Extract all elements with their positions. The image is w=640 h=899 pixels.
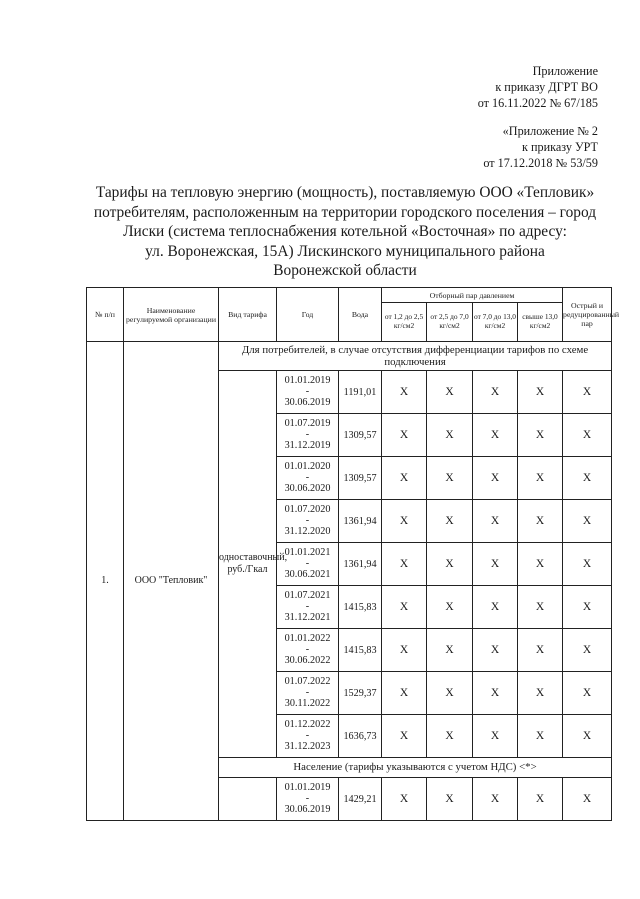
appendix-block-1	[478, 63, 598, 111]
period-to: 31.12.2020	[284, 526, 331, 537]
group-consumers	[87, 342, 612, 371]
appendix-1-line-3: от 16.11.2022 № 67/185	[477, 96, 598, 110]
period-dash: -	[305, 793, 310, 804]
period-from: 01.12.2022	[284, 719, 331, 730]
not-applicable-mark: X	[518, 371, 563, 414]
period-dash: -	[305, 472, 310, 483]
not-applicable-mark: X	[427, 543, 473, 586]
period-from: 01.01.2021	[284, 547, 331, 558]
period-to: 31.12.2019	[284, 440, 331, 451]
period-to: 30.11.2022	[284, 698, 331, 709]
period-cell	[277, 543, 339, 586]
period-to: 30.06.2021	[284, 569, 331, 580]
period-cell	[277, 586, 339, 629]
period-dash: -	[305, 515, 310, 526]
title-line-5: Воронежской области	[273, 262, 417, 279]
title-line-4: ул. Воронежская, 15А) Лискинского муниципального района	[145, 242, 545, 260]
not-applicable-mark: X	[382, 672, 427, 715]
header-org: Наименование регулируемой организации	[124, 288, 219, 342]
period-cell	[277, 715, 339, 758]
period-to: 31.12.2023	[284, 741, 331, 752]
not-applicable-mark: X	[473, 586, 518, 629]
water-tariff: 1429,21	[339, 778, 382, 821]
period-cell	[277, 629, 339, 672]
appendix-2-line-1: «Приложение № 2	[502, 124, 598, 138]
not-applicable-mark: X	[382, 500, 427, 543]
not-applicable-mark: X	[427, 629, 473, 672]
not-applicable-mark: X	[382, 371, 427, 414]
water-tariff: 1529,37	[339, 672, 382, 715]
not-applicable-mark: X	[518, 586, 563, 629]
header-water: Вода	[339, 288, 382, 342]
not-applicable-mark: X	[427, 778, 473, 821]
header-year: Год	[277, 288, 339, 342]
not-applicable-mark: X	[382, 586, 427, 629]
organization-name: ООО "Тепловик"	[124, 342, 219, 821]
water-tariff: 1636,73	[339, 715, 382, 758]
group-population-label: Население (тарифы указываются с учетом НДС) <*>	[219, 758, 612, 778]
not-applicable-mark: X	[518, 778, 563, 821]
not-applicable-mark: X	[473, 629, 518, 672]
appendix-1-line-2: к приказу ДГРТ ВО	[495, 80, 598, 94]
period-from: 01.07.2019	[284, 418, 331, 429]
header-pressure-4: свыше 13,0 кг/см2	[518, 303, 563, 342]
header-pressure-1: от 1,2 до 2,5 кг/см2	[382, 303, 427, 342]
period-from: 01.07.2022	[284, 676, 331, 687]
period-dash: -	[305, 429, 310, 440]
not-applicable-mark: X	[473, 414, 518, 457]
appendix-block-2	[483, 123, 598, 171]
header-pressure-3: от 7,0 до 13,0 кг/см2	[473, 303, 518, 342]
period-to: 30.06.2019	[284, 804, 331, 815]
not-applicable-mark: X	[563, 778, 612, 821]
header-sharp-steam: Острый и редуцированный пар	[563, 288, 612, 342]
not-applicable-mark: X	[563, 500, 612, 543]
period-cell	[277, 457, 339, 500]
not-applicable-mark: X	[518, 715, 563, 758]
period-dash: -	[305, 558, 310, 569]
not-applicable-mark: X	[518, 672, 563, 715]
tariff-kind-empty	[219, 778, 277, 821]
not-applicable-mark: X	[473, 672, 518, 715]
title-line-1: Тарифы на тепловую энергию (мощность), поставляемую ООО «Тепловик»	[95, 184, 595, 201]
period-cell	[277, 414, 339, 457]
not-applicable-mark: X	[382, 414, 427, 457]
not-applicable-mark: X	[427, 457, 473, 500]
period-to: 31.12.2021	[284, 612, 331, 623]
not-applicable-mark: X	[427, 586, 473, 629]
not-applicable-mark: X	[382, 457, 427, 500]
period-dash: -	[305, 687, 310, 698]
not-applicable-mark: X	[563, 457, 612, 500]
period-from: 01.07.2021	[284, 590, 331, 601]
not-applicable-mark: X	[473, 500, 518, 543]
period-to: 30.06.2019	[284, 397, 331, 408]
water-tariff: 1361,94	[339, 500, 382, 543]
period-dash: -	[305, 730, 310, 741]
not-applicable-mark: X	[427, 715, 473, 758]
water-tariff: 1361,94	[339, 543, 382, 586]
water-tariff: 1309,57	[339, 414, 382, 457]
not-applicable-mark: X	[563, 672, 612, 715]
tariff-table	[86, 287, 620, 821]
not-applicable-mark: X	[563, 371, 612, 414]
period-cell	[277, 500, 339, 543]
not-applicable-mark: X	[563, 629, 612, 672]
period-from: 01.01.2019	[284, 375, 331, 386]
not-applicable-mark: X	[427, 414, 473, 457]
period-cell	[277, 672, 339, 715]
not-applicable-mark: X	[382, 629, 427, 672]
not-applicable-mark: X	[382, 543, 427, 586]
period-dash: -	[305, 601, 310, 612]
appendix-2-line-3: от 17.12.2018 № 53/59	[483, 156, 598, 170]
not-applicable-mark: X	[518, 629, 563, 672]
not-applicable-mark: X	[427, 371, 473, 414]
header-pressure-2: от 2,5 до 7,0 кг/см2	[427, 303, 473, 342]
period-dash: -	[305, 386, 310, 397]
group-consumers-label: Для потребителей, в случае отсутствия дифференциации тарифов по схеме подключения	[219, 342, 612, 371]
not-applicable-mark: X	[563, 586, 612, 629]
period-to: 30.06.2022	[284, 655, 331, 666]
not-applicable-mark: X	[473, 778, 518, 821]
title-line-3: Лиски (система теплоснабжения котельной «Восточная» по адресу:	[123, 223, 567, 240]
appendix-2-line-2: к приказу УРТ	[522, 140, 598, 154]
period-to: 30.06.2020	[284, 483, 331, 494]
not-applicable-mark: X	[382, 715, 427, 758]
period-cell	[277, 778, 339, 821]
appendix-1-line-1: Приложение	[532, 64, 598, 78]
header-num: № п/п	[87, 288, 124, 342]
period-dash: -	[305, 644, 310, 655]
not-applicable-mark: X	[473, 371, 518, 414]
not-applicable-mark: X	[473, 543, 518, 586]
water-tariff: 1309,57	[339, 457, 382, 500]
header-steam-group: Отборный пар давлением	[382, 288, 563, 303]
header-kind: Вид тарифа	[219, 288, 277, 342]
not-applicable-mark: X	[563, 543, 612, 586]
title-line-2: потребителям, расположенным на территории городского поселения – город	[93, 203, 597, 221]
not-applicable-mark: X	[427, 672, 473, 715]
not-applicable-mark: X	[382, 778, 427, 821]
not-applicable-mark: X	[473, 457, 518, 500]
water-tariff: 1191,01	[339, 371, 382, 414]
not-applicable-mark: X	[563, 414, 612, 457]
period-from: 01.01.2019	[284, 782, 331, 793]
not-applicable-mark: X	[427, 500, 473, 543]
not-applicable-mark: X	[518, 457, 563, 500]
not-applicable-mark: X	[563, 715, 612, 758]
row-number: 1.	[87, 342, 124, 821]
tariff-kind: одноставочный, руб./Гкал	[219, 371, 277, 758]
not-applicable-mark: X	[518, 500, 563, 543]
period-cell	[277, 371, 339, 414]
document-title	[80, 183, 610, 281]
period-from: 01.01.2020	[284, 461, 331, 472]
water-tariff: 1415,83	[339, 586, 382, 629]
period-from: 01.01.2022	[284, 633, 331, 644]
not-applicable-mark: X	[518, 414, 563, 457]
not-applicable-mark: X	[473, 715, 518, 758]
not-applicable-mark: X	[518, 543, 563, 586]
water-tariff: 1415,83	[339, 629, 382, 672]
period-from: 01.07.2020	[284, 504, 331, 515]
